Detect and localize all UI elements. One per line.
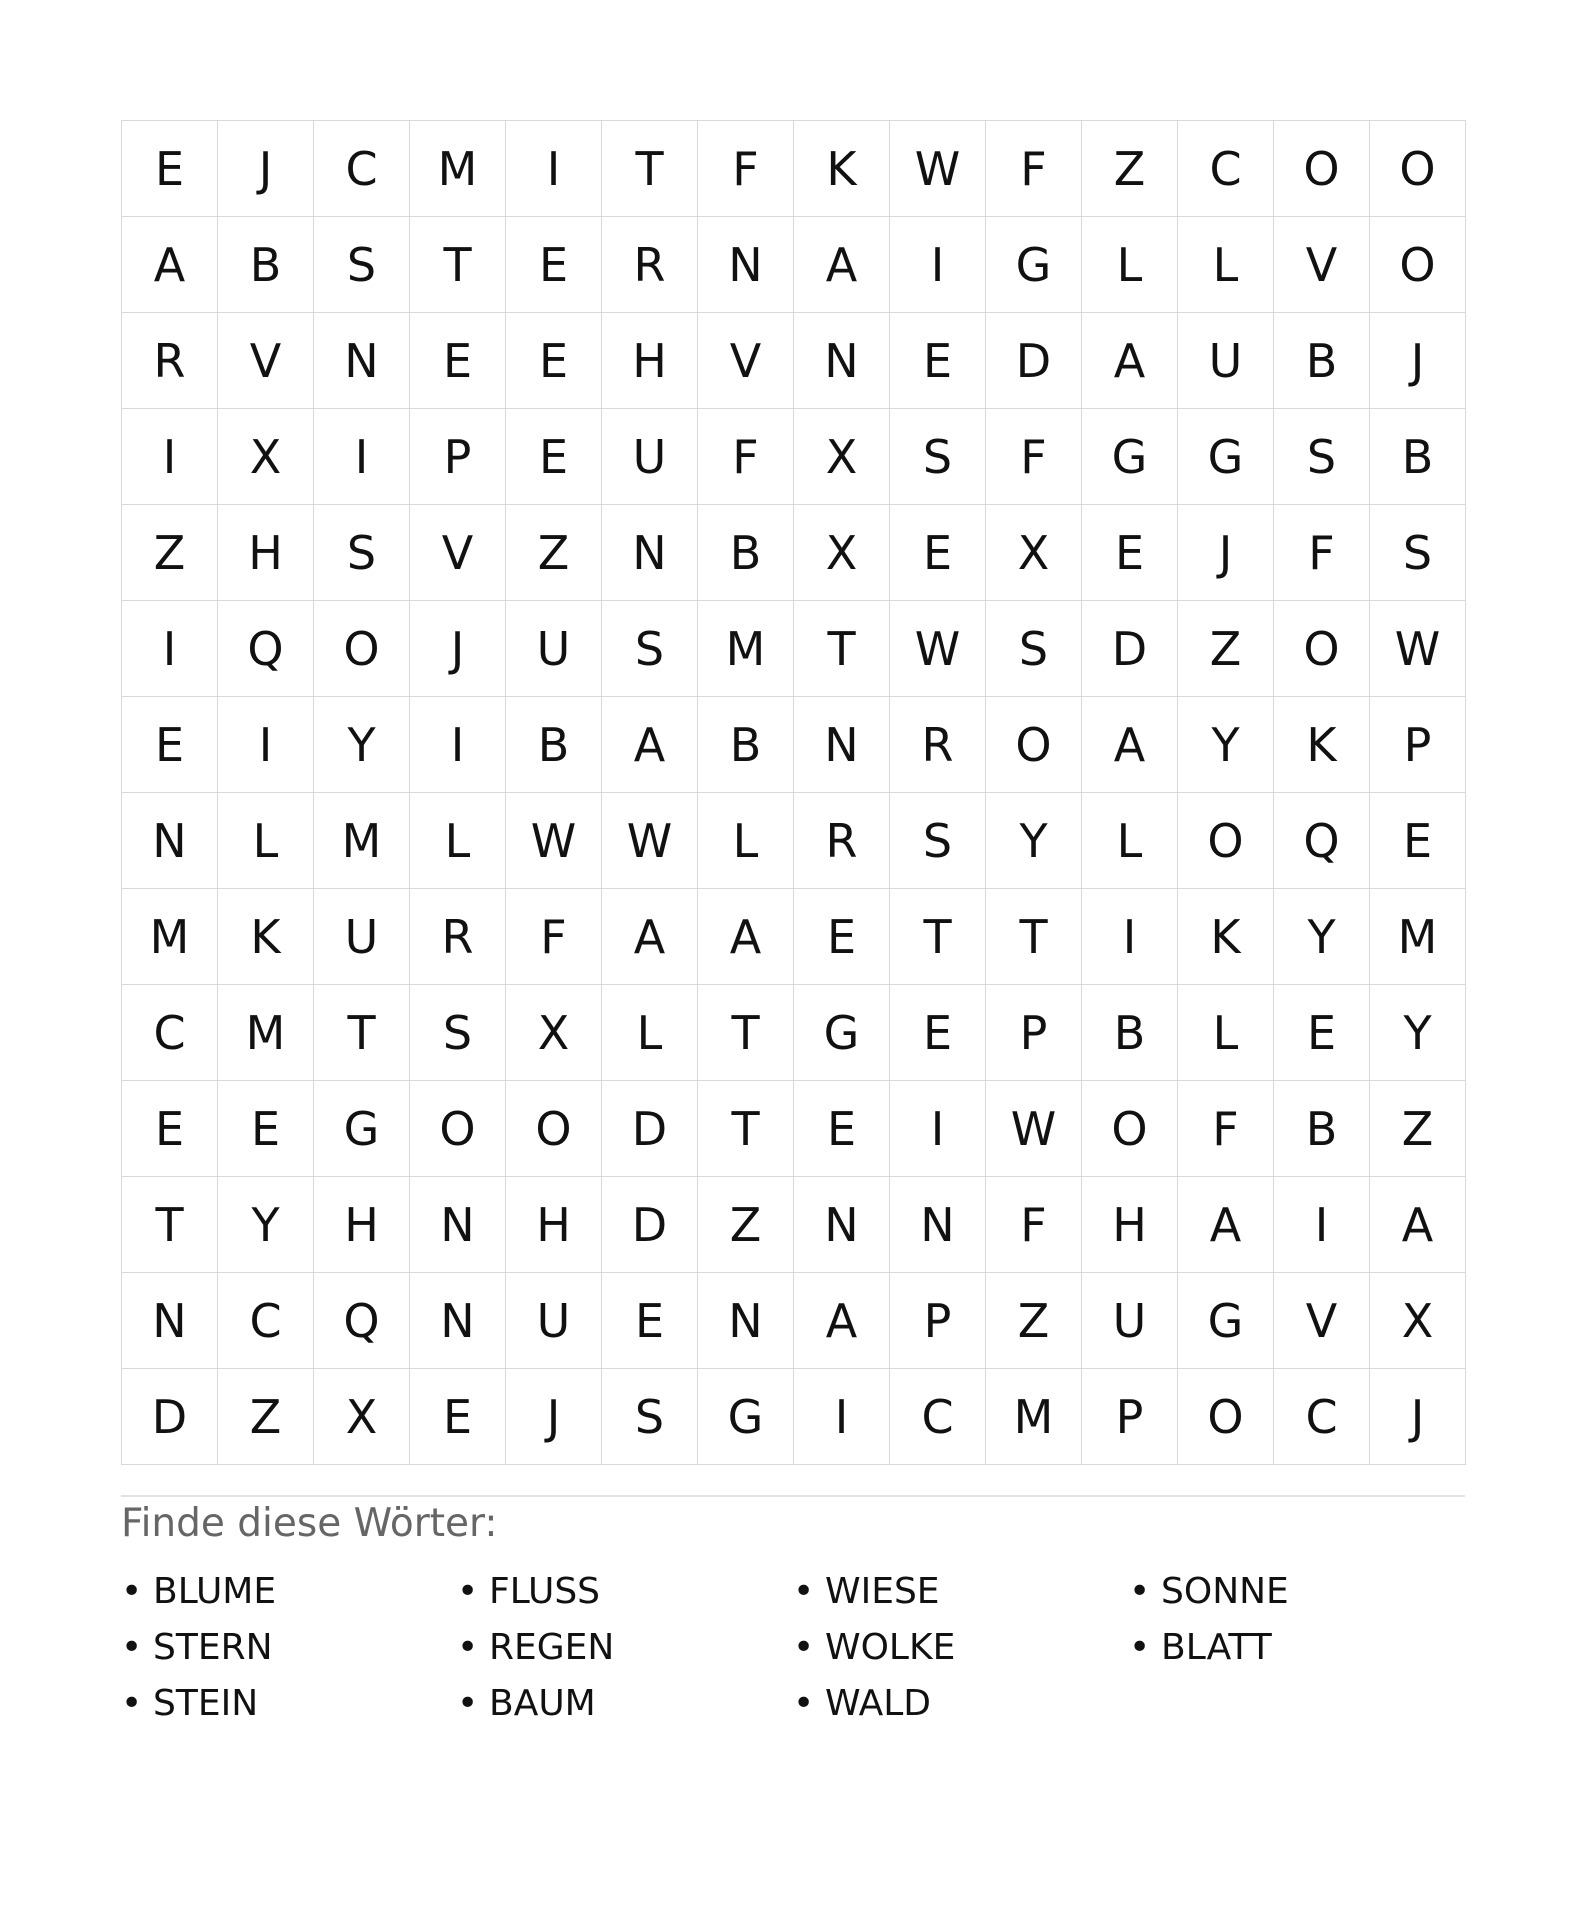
grid-cell[interactable]: R: [890, 697, 986, 793]
grid-cell[interactable]: N: [314, 313, 410, 409]
grid-cell[interactable]: M: [1370, 889, 1466, 985]
grid-cell[interactable]: F: [986, 1177, 1082, 1273]
grid-cell[interactable]: A: [1178, 1177, 1274, 1273]
bullet-icon: •: [793, 1627, 815, 1669]
word-list-item: [457, 1620, 793, 1676]
word-list-item: [793, 1564, 1129, 1620]
bullet-icon: •: [457, 1627, 479, 1669]
grid-cell[interactable]: V: [218, 313, 314, 409]
grid-cell[interactable]: J: [1370, 1369, 1466, 1465]
grid-cell[interactable]: P: [1370, 697, 1466, 793]
grid-cell[interactable]: Z: [1370, 1081, 1466, 1177]
grid-cell[interactable]: L: [218, 793, 314, 889]
grid-cell[interactable]: J: [506, 1369, 602, 1465]
word-label: WIESE: [825, 1571, 940, 1613]
grid-cell[interactable]: A: [794, 217, 890, 313]
grid-cell[interactable]: O: [1178, 1369, 1274, 1465]
grid-cell[interactable]: D: [1082, 601, 1178, 697]
grid-cell[interactable]: S: [1274, 409, 1370, 505]
grid-cell[interactable]: L: [410, 793, 506, 889]
grid-cell[interactable]: I: [218, 697, 314, 793]
grid-cell[interactable]: B: [1370, 409, 1466, 505]
grid-cell[interactable]: A: [794, 1273, 890, 1369]
bullet-icon: •: [1129, 1571, 1151, 1613]
grid-cell[interactable]: I: [890, 1081, 986, 1177]
grid-cell[interactable]: M: [698, 601, 794, 697]
grid-cell[interactable]: J: [410, 601, 506, 697]
grid-cell[interactable]: M: [986, 1369, 1082, 1465]
grid-cell[interactable]: Z: [1082, 121, 1178, 217]
grid-cell[interactable]: K: [1178, 889, 1274, 985]
grid-cell[interactable]: F: [698, 121, 794, 217]
grid-cell[interactable]: B: [698, 697, 794, 793]
grid-cell[interactable]: X: [794, 409, 890, 505]
grid-cell[interactable]: A: [602, 889, 698, 985]
word-list-item: [793, 1620, 1129, 1676]
grid-cell[interactable]: Y: [986, 793, 1082, 889]
grid-cell[interactable]: E: [1370, 793, 1466, 889]
grid-cell[interactable]: Z: [506, 505, 602, 601]
letter-grid: [121, 120, 1466, 1465]
word-label: BAUM: [489, 1683, 596, 1725]
word-label: STEIN: [153, 1683, 259, 1725]
word-label: BLATT: [1161, 1627, 1272, 1669]
grid-cell[interactable]: U: [1082, 1273, 1178, 1369]
grid-cell[interactable]: E: [602, 1273, 698, 1369]
grid-cell[interactable]: O: [410, 1081, 506, 1177]
grid-cell[interactable]: F: [698, 409, 794, 505]
grid-cell[interactable]: G: [1178, 409, 1274, 505]
grid-cell[interactable]: E: [506, 313, 602, 409]
grid-cell[interactable]: W: [890, 601, 986, 697]
grid-cell[interactable]: I: [122, 409, 218, 505]
grid-cell[interactable]: O: [1370, 217, 1466, 313]
grid-cell[interactable]: I: [122, 601, 218, 697]
grid-cell[interactable]: M: [218, 985, 314, 1081]
grid-cell[interactable]: X: [218, 409, 314, 505]
grid-cell[interactable]: N: [698, 217, 794, 313]
grid-cell[interactable]: H: [218, 505, 314, 601]
grid-cell[interactable]: R: [122, 313, 218, 409]
grid-cell[interactable]: N: [794, 1177, 890, 1273]
grid-cell[interactable]: F: [1274, 505, 1370, 601]
grid-cell[interactable]: L: [1082, 793, 1178, 889]
grid-cell[interactable]: T: [122, 1177, 218, 1273]
grid-cell[interactable]: N: [410, 1177, 506, 1273]
bullet-icon: •: [121, 1627, 143, 1669]
grid-cell[interactable]: T: [698, 1081, 794, 1177]
word-search-page: [121, 120, 1463, 1732]
grid-cell[interactable]: F: [1178, 1081, 1274, 1177]
grid-cell[interactable]: B: [218, 217, 314, 313]
grid-cell[interactable]: T: [890, 889, 986, 985]
grid-cell[interactable]: E: [794, 1081, 890, 1177]
grid-cell[interactable]: E: [890, 505, 986, 601]
grid-cell[interactable]: T: [314, 985, 410, 1081]
grid-cell[interactable]: C: [314, 121, 410, 217]
grid-cell[interactable]: Z: [1178, 601, 1274, 697]
word-label: STERN: [153, 1627, 273, 1669]
grid-cell[interactable]: U: [314, 889, 410, 985]
grid-cell[interactable]: E: [890, 313, 986, 409]
grid-cell[interactable]: I: [1082, 889, 1178, 985]
word-list-item: [793, 1676, 1129, 1732]
grid-cell[interactable]: K: [794, 121, 890, 217]
grid-cell[interactable]: S: [890, 793, 986, 889]
word-label: SONNE: [1161, 1571, 1289, 1613]
grid-cell[interactable]: S: [1370, 505, 1466, 601]
grid-cell[interactable]: S: [986, 601, 1082, 697]
grid-cell[interactable]: T: [698, 985, 794, 1081]
grid-cell[interactable]: G: [698, 1369, 794, 1465]
grid-cell[interactable]: E: [794, 889, 890, 985]
grid-cell[interactable]: Z: [218, 1369, 314, 1465]
grid-cell[interactable]: O: [1082, 1081, 1178, 1177]
grid-cell[interactable]: J: [218, 121, 314, 217]
grid-cell[interactable]: N: [890, 1177, 986, 1273]
grid-cell[interactable]: Y: [1274, 889, 1370, 985]
grid-cell[interactable]: Y: [1370, 985, 1466, 1081]
grid-cell[interactable]: X: [794, 505, 890, 601]
grid-cell[interactable]: G: [986, 217, 1082, 313]
word-list: [121, 1564, 1463, 1732]
grid-cell[interactable]: X: [314, 1369, 410, 1465]
grid-cell[interactable]: O: [1370, 121, 1466, 217]
grid-cell[interactable]: U: [506, 1273, 602, 1369]
grid-cell[interactable]: S: [314, 217, 410, 313]
grid-cell[interactable]: L: [1178, 985, 1274, 1081]
grid-cell[interactable]: E: [890, 985, 986, 1081]
grid-cell[interactable]: Y: [218, 1177, 314, 1273]
grid-cell[interactable]: W: [602, 793, 698, 889]
grid-cell[interactable]: E: [1082, 505, 1178, 601]
grid-cell[interactable]: U: [1178, 313, 1274, 409]
grid-cell[interactable]: V: [410, 505, 506, 601]
grid-cell[interactable]: U: [506, 601, 602, 697]
grid-cell[interactable]: W: [506, 793, 602, 889]
grid-cell[interactable]: N: [410, 1273, 506, 1369]
grid-cell[interactable]: V: [698, 313, 794, 409]
grid-cell[interactable]: M: [410, 121, 506, 217]
grid-cell[interactable]: E: [122, 697, 218, 793]
grid-cell[interactable]: D: [986, 313, 1082, 409]
grid-cell[interactable]: E: [410, 1369, 506, 1465]
grid-cell[interactable]: T: [794, 601, 890, 697]
bullet-icon: •: [121, 1683, 143, 1725]
grid-cell[interactable]: F: [986, 121, 1082, 217]
grid-cell[interactable]: L: [1178, 217, 1274, 313]
bullet-icon: •: [457, 1683, 479, 1725]
grid-cell[interactable]: V: [1274, 1273, 1370, 1369]
grid-cell[interactable]: O: [1274, 601, 1370, 697]
word-list-heading: Finde diese Wörter:: [121, 1501, 498, 1546]
word-label: WALD: [825, 1683, 932, 1725]
grid-cell[interactable]: O: [986, 697, 1082, 793]
grid-cell[interactable]: A: [1082, 697, 1178, 793]
grid-cell[interactable]: C: [218, 1273, 314, 1369]
grid-cell[interactable]: B: [506, 697, 602, 793]
grid-cell[interactable]: T: [986, 889, 1082, 985]
word-list-item: [121, 1620, 457, 1676]
grid-cell[interactable]: N: [794, 697, 890, 793]
grid-cell[interactable]: K: [218, 889, 314, 985]
grid-cell[interactable]: Q: [1274, 793, 1370, 889]
grid-cell[interactable]: G: [1082, 409, 1178, 505]
bullet-icon: •: [793, 1571, 815, 1613]
bullet-icon: •: [793, 1683, 815, 1725]
grid-cell[interactable]: R: [794, 793, 890, 889]
grid-cell[interactable]: I: [410, 697, 506, 793]
grid-cell[interactable]: E: [1274, 985, 1370, 1081]
word-label: REGEN: [489, 1627, 615, 1669]
grid-cell[interactable]: H: [1082, 1177, 1178, 1273]
grid-cell[interactable]: I: [794, 1369, 890, 1465]
grid-cell[interactable]: D: [602, 1177, 698, 1273]
grid-cell[interactable]: L: [1082, 217, 1178, 313]
grid-cell[interactable]: S: [602, 1369, 698, 1465]
grid-cell[interactable]: S: [410, 985, 506, 1081]
grid-cell[interactable]: C: [1178, 121, 1274, 217]
grid-cell[interactable]: P: [410, 409, 506, 505]
grid-cell[interactable]: E: [506, 409, 602, 505]
bullet-icon: •: [1129, 1627, 1151, 1669]
grid-cell[interactable]: R: [602, 217, 698, 313]
grid-cell[interactable]: O: [1274, 121, 1370, 217]
grid-cell[interactable]: N: [122, 1273, 218, 1369]
grid-cell[interactable]: A: [122, 217, 218, 313]
grid-cell[interactable]: B: [1082, 985, 1178, 1081]
grid-cell[interactable]: H: [506, 1177, 602, 1273]
grid-cell[interactable]: G: [314, 1081, 410, 1177]
grid-cell[interactable]: C: [1274, 1369, 1370, 1465]
grid-cell[interactable]: B: [1274, 313, 1370, 409]
grid-cell[interactable]: P: [1082, 1369, 1178, 1465]
grid-cell[interactable]: G: [794, 985, 890, 1081]
grid-cell[interactable]: J: [1370, 313, 1466, 409]
word-list-item: [457, 1676, 793, 1732]
grid-cell[interactable]: E: [218, 1081, 314, 1177]
grid-cell[interactable]: Y: [1178, 697, 1274, 793]
grid-cell[interactable]: D: [602, 1081, 698, 1177]
grid-cell[interactable]: N: [698, 1273, 794, 1369]
bullet-icon: •: [457, 1571, 479, 1613]
word-list-item: [1129, 1564, 1465, 1620]
grid-cell[interactable]: T: [602, 121, 698, 217]
grid-cell[interactable]: Z: [986, 1273, 1082, 1369]
grid-cell[interactable]: E: [410, 313, 506, 409]
grid-cell[interactable]: N: [602, 505, 698, 601]
grid-cell[interactable]: Y: [314, 697, 410, 793]
grid-cell[interactable]: B: [1274, 1081, 1370, 1177]
grid-cell[interactable]: U: [602, 409, 698, 505]
grid-cell[interactable]: Q: [314, 1273, 410, 1369]
word-list-item: [121, 1564, 457, 1620]
grid-cell[interactable]: F: [506, 889, 602, 985]
grid-cell[interactable]: O: [314, 601, 410, 697]
grid-cell[interactable]: M: [314, 793, 410, 889]
grid-cell[interactable]: L: [698, 793, 794, 889]
grid-cell[interactable]: K: [1274, 697, 1370, 793]
word-label: BLUME: [153, 1571, 277, 1613]
grid-cell[interactable]: L: [602, 985, 698, 1081]
grid-cell[interactable]: H: [314, 1177, 410, 1273]
grid-cell[interactable]: J: [1178, 505, 1274, 601]
grid-cell[interactable]: Q: [218, 601, 314, 697]
word-list-item: [121, 1676, 457, 1732]
grid-cell[interactable]: E: [506, 217, 602, 313]
grid-cell[interactable]: D: [122, 1369, 218, 1465]
grid-cell[interactable]: X: [986, 505, 1082, 601]
grid-cell[interactable]: G: [1178, 1273, 1274, 1369]
grid-cell[interactable]: R: [410, 889, 506, 985]
grid-cell[interactable]: C: [890, 1369, 986, 1465]
grid-cell[interactable]: A: [602, 697, 698, 793]
grid-cell[interactable]: B: [698, 505, 794, 601]
grid-cell[interactable]: T: [410, 217, 506, 313]
bullet-icon: •: [121, 1571, 143, 1613]
grid-cell[interactable]: A: [1370, 1177, 1466, 1273]
grid-cell[interactable]: S: [314, 505, 410, 601]
word-list-item: [457, 1564, 793, 1620]
grid-cell[interactable]: I: [314, 409, 410, 505]
grid-cell[interactable]: A: [698, 889, 794, 985]
grid-cell[interactable]: P: [890, 1273, 986, 1369]
word-list-item: [1129, 1620, 1465, 1676]
grid-cell[interactable]: M: [122, 889, 218, 985]
grid-cell[interactable]: I: [506, 121, 602, 217]
grid-cell[interactable]: V: [1274, 217, 1370, 313]
word-label: FLUSS: [489, 1571, 601, 1613]
grid-cell[interactable]: W: [1370, 601, 1466, 697]
divider: [121, 1495, 1465, 1497]
grid-cell[interactable]: A: [1082, 313, 1178, 409]
grid-cell[interactable]: H: [602, 313, 698, 409]
grid-cell[interactable]: S: [602, 601, 698, 697]
grid-cell[interactable]: E: [122, 121, 218, 217]
grid-cell[interactable]: Z: [698, 1177, 794, 1273]
grid-cell[interactable]: W: [890, 121, 986, 217]
grid-cell[interactable]: S: [890, 409, 986, 505]
grid-cell[interactable]: N: [122, 793, 218, 889]
grid-cell[interactable]: P: [986, 985, 1082, 1081]
grid-cell[interactable]: Z: [122, 505, 218, 601]
grid-cell[interactable]: X: [506, 985, 602, 1081]
grid-cell[interactable]: O: [506, 1081, 602, 1177]
grid-cell[interactable]: O: [1178, 793, 1274, 889]
grid-cell[interactable]: F: [986, 409, 1082, 505]
grid-cell[interactable]: W: [986, 1081, 1082, 1177]
grid-cell[interactable]: I: [1274, 1177, 1370, 1273]
grid-cell[interactable]: N: [794, 313, 890, 409]
grid-cell[interactable]: X: [1370, 1273, 1466, 1369]
word-label: WOLKE: [825, 1627, 956, 1669]
grid-cell[interactable]: E: [122, 1081, 218, 1177]
grid-cell[interactable]: I: [890, 217, 986, 313]
grid-cell[interactable]: C: [122, 985, 218, 1081]
